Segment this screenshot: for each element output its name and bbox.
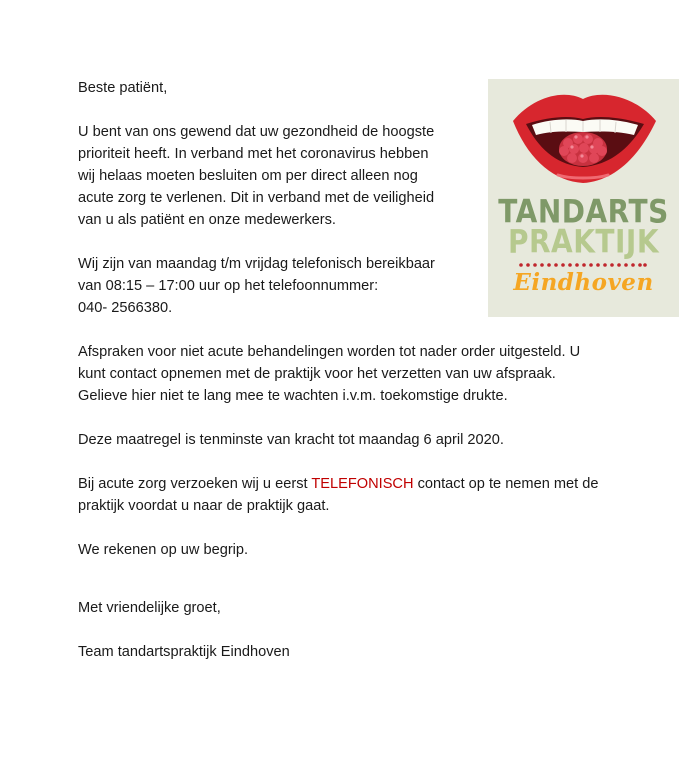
acute-line-1 bbox=[78, 473, 648, 495]
signature: Team tandartspraktijk Eindhoven bbox=[78, 644, 290, 660]
logo-word-tandarts: TANDARTS bbox=[498, 192, 669, 231]
greeting: Beste patiënt, bbox=[78, 80, 168, 96]
phone-number: 040- 2566380. bbox=[78, 300, 173, 316]
appointments-line: Gelieve hier niet te lang mee te wachten i.v.m. toekomstige drukte. bbox=[78, 388, 508, 404]
logo-word-praktijk: PRAKTIJK bbox=[507, 222, 660, 261]
appointments-line: kunt contact opnemen met de praktijk voor het verzetten van uw afspraak. bbox=[78, 366, 556, 382]
intro-line: acute zorg te verlenen. Dit in verband met de veiligheid bbox=[78, 190, 435, 206]
closing: Met vriendelijke groet, bbox=[78, 600, 221, 616]
logo-word-city: Eindhoven bbox=[513, 269, 654, 296]
appointments-line: Afspraken voor niet acute behandelingen worden tot nader order uitgesteld. U bbox=[78, 344, 581, 360]
intro-line: U bent van ons gewend dat uw gezondheid de hoogste bbox=[78, 124, 435, 140]
intro-line: prioriteit heeft. In verband met het coronavirus hebben bbox=[78, 146, 429, 162]
acute-line-2: praktijk voordat u naar de praktijk gaat. bbox=[78, 498, 330, 514]
practice-logo bbox=[488, 79, 679, 317]
acute-text-before: Bij acute zorg verzoeken wij u eerst bbox=[78, 476, 312, 492]
understanding-paragraph: We rekenen op uw begrip. bbox=[78, 542, 249, 558]
dotted-divider bbox=[518, 262, 648, 268]
acute-care-paragraph bbox=[78, 473, 648, 517]
lips-with-raspberry-icon bbox=[488, 79, 679, 194]
acute-text-after: contact op te nemen met de bbox=[413, 476, 599, 492]
appointments-paragraph bbox=[78, 341, 648, 407]
intro-paragraph bbox=[78, 121, 473, 231]
intro-line: wij helaas moeten besluiten om per direct alleen nog bbox=[78, 168, 418, 184]
hours-line: Wij zijn van maandag t/m vrijdag telefonisch bereikbaar bbox=[78, 256, 435, 272]
intro-line: van u als patiënt en onze medewerkers. bbox=[78, 212, 336, 228]
telefonisch-highlight: TELEFONISCH bbox=[311, 476, 414, 492]
hours-paragraph bbox=[78, 253, 473, 319]
validity-paragraph: Deze maatregel is tenminste van kracht tot maandag 6 april 2020. bbox=[78, 432, 504, 448]
hours-line: van 08:15 – 17:00 uur op het telefoonnummer: bbox=[78, 278, 379, 294]
